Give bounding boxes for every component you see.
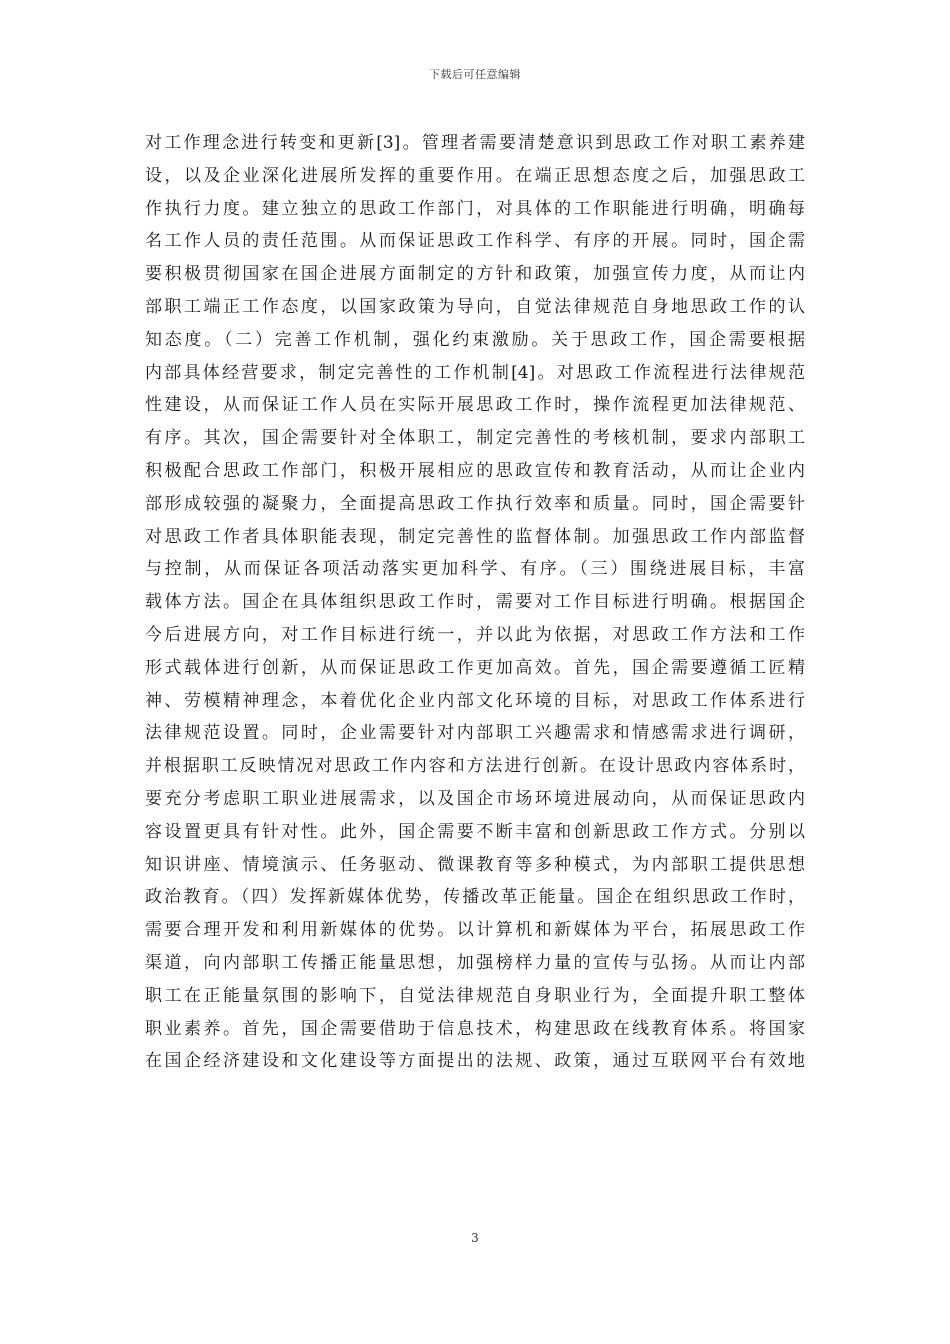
text-line: 部形成较强的凝聚力，全面提高思政工作执行效率和质量。同时，国企需要针 [145, 493, 805, 514]
text-line: 神、劳模精神理念，本着优化企业内部文化环境的目标，对思政工作体系进行 [145, 690, 805, 711]
text-line: 并根据职工反映情况对思政工作内容和方法进行创新。在设计思政内容体系时， [145, 756, 805, 777]
text-line: 与控制，从而保证各项活动落实更加科学、有序。（三）围绕进展目标，丰富 [145, 559, 805, 580]
text-line: 名工作人员的责任范围。从而保证思政工作科学、有序的开展。同时，国企需 [145, 231, 805, 252]
text-line: 要充分考虑职工职业进展需求，以及国企市场环境进展动向，从而保证思政内 [145, 788, 805, 809]
text-line: 作执行力度。建立独立的思政工作部门，对具体的工作职能进行明确，明确每 [145, 198, 805, 219]
text-line: 载体方法。国企在具体组织思政工作时，需要对工作目标进行明确。根据国企 [145, 592, 805, 613]
text-line: 今后进展方向，对工作目标进行统一，并以此为依据，对思政工作方法和工作 [145, 624, 805, 645]
text-line: 渠道，向内部职工传播正能量思想，加强榜样力量的宣传与弘扬。从而让内部 [145, 952, 805, 973]
page-number: 3 [471, 1231, 479, 1245]
text-line: 有序。其次，国企需要针对全体职工，制定完善性的考核机制，要求内部职工 [145, 428, 805, 449]
text-line: 对工作理念进行转变和更新[3]。管理者需要清楚意识到思政工作对职工素养建 [145, 133, 805, 153]
text-line: 需要合理开发和利用新媒体的优势。以计算机和新媒体为平台，拓展思政工作 [145, 920, 805, 941]
text-line: 部职工端正工作态度，以国家政策为导向，自觉法律规范自身地思政工作的认 [145, 296, 805, 317]
text-line: 政治教育。（四）发挥新媒体优势，传播改革正能量。国企在组织思政工作时， [145, 887, 805, 908]
text-line: 内部具体经营要求，制定完善性的工作机制[4]。对思政工作流程进行法律规范 [145, 362, 805, 383]
page-header: 下载后可任意编辑 [429, 68, 521, 81]
text-line: 性建设，从而保证工作人员在实际开展思政工作时，操作流程更加法律规范、 [145, 395, 805, 416]
text-line: 职业素养。首先，国企需要借助于信息技术，构建思政在线教育体系。将国家 [145, 1018, 805, 1039]
text-line: 设，以及企业深化进展所发挥的重要作用。在端正思想态度之后，加强思政工 [145, 165, 805, 186]
text-line: 对思政工作者具体职能表现，制定完善性的监督体制。加强思政工作内部监督 [145, 526, 805, 547]
text-line: 要积极贯彻国家在国企进展方面制定的方针和政策，加强宣传力度，从而让内 [145, 264, 805, 285]
text-line: 知态度。（二）完善工作机制，强化约束激励。关于思政工作，国企需要根据 [145, 329, 805, 350]
text-line: 积极配合思政工作部门，积极开展相应的思政宣传和教育活动，从而让企业内 [145, 460, 805, 481]
text-line: 职工在正能量氛围的影响下，自觉法律规范自身职业行为，全面提升职工整体 [145, 985, 805, 1006]
text-line: 形式载体进行创新，从而保证思政工作更加高效。首先，国企需要遵循工匠精 [145, 657, 805, 678]
text-line: 知识讲座、情境演示、任务驱动、微课教育等多种模式，为内部职工提供思想 [145, 854, 805, 875]
text-line: 容设置更具有针对性。此外，国企需要不断丰富和创新思政工作方式。分别以 [145, 821, 805, 842]
text-line: 在国企经济建设和文化建设等方面提出的法规、政策，通过互联网平台有效地 [145, 1051, 805, 1072]
body-text [145, 127, 805, 1078]
text-line: 法律规范设置。同时，企业需要针对内部职工兴趣需求和情感需求进行调研， [145, 723, 805, 744]
